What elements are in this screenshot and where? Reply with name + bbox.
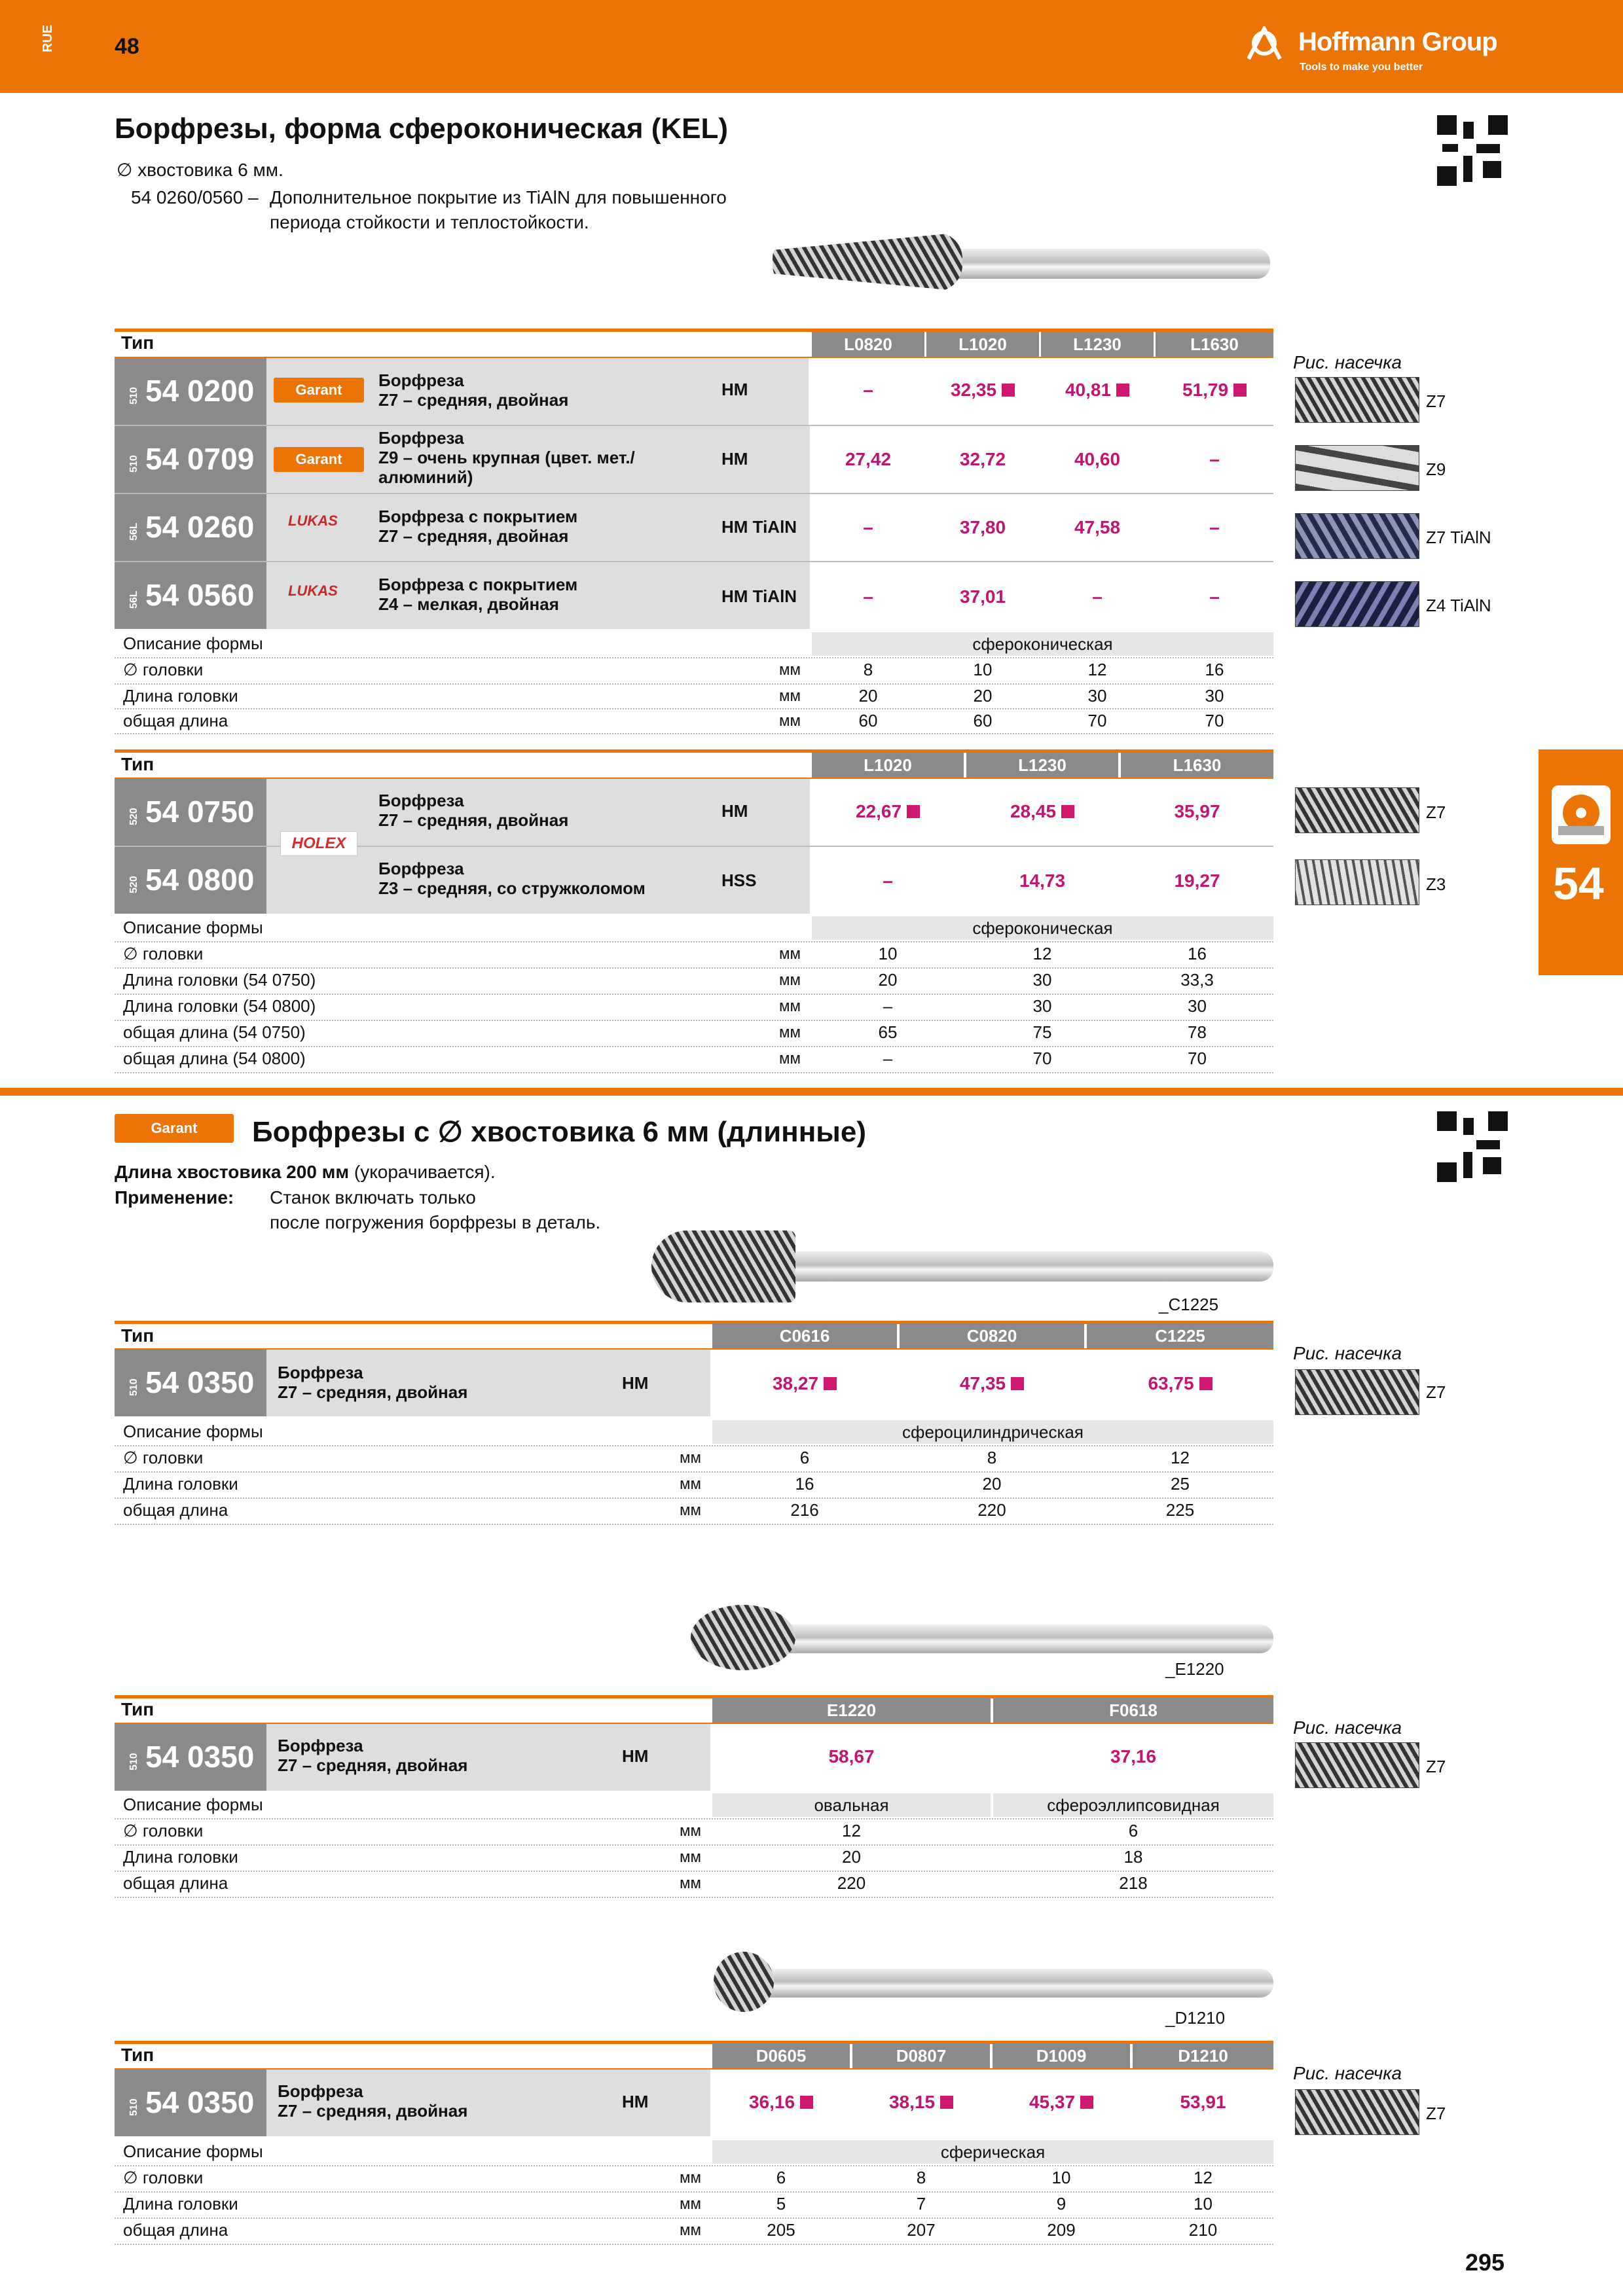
nasechka-image — [1295, 859, 1419, 905]
t1-price[interactable]: 32,35 — [926, 380, 1039, 401]
nasechka-image — [1295, 377, 1419, 423]
section1-note-code: 54 0260/0560 – — [131, 187, 259, 207]
nasechka-image — [1295, 445, 1419, 491]
section1-note-2: периода стойкости и теплостойкости. — [270, 212, 589, 232]
t1-row-1-num: 54 0709 — [145, 442, 255, 476]
nasechka-image — [1295, 2089, 1419, 2135]
bur-image-kel — [773, 232, 1270, 291]
nasechka-image — [1295, 787, 1419, 833]
t1-typ-label: Тип — [121, 332, 155, 353]
holex-brand-logo: HOLEX — [280, 831, 357, 856]
garant-brand-logo: Garant — [274, 447, 364, 472]
t1-size-0: L0820 — [812, 332, 924, 357]
section1-title: Борфрезы, форма сфероконическая (KEL) — [115, 113, 729, 145]
section2-title: Борфрезы с ∅ хвостовика 6 мм (длинные) — [252, 1116, 866, 1148]
qr-code-2[interactable] — [1437, 1111, 1508, 1182]
section1-shank: ∅ хвостовика 6 мм. — [117, 160, 283, 180]
hoffmann-logo-icon — [1247, 26, 1293, 60]
t1-ris-label: Рис. насечка — [1293, 352, 1402, 372]
brand-name: Hoffmann Group — [1298, 27, 1497, 56]
page-number-top: 48 — [115, 34, 139, 59]
nasechka-image — [1295, 513, 1419, 559]
nasechka-image — [1295, 1369, 1419, 1415]
lukas-brand-logo: LUKAS — [288, 512, 338, 529]
hoffmann-logo — [1247, 25, 1529, 77]
side-code: RUE — [41, 24, 55, 52]
t1-price[interactable]: 40,81 — [1041, 380, 1154, 401]
garant-brand-logo: Garant — [115, 1114, 234, 1143]
t1-size-1: L1020 — [926, 332, 1039, 357]
nasechka-image — [1295, 1742, 1419, 1788]
t1-price[interactable]: – — [863, 380, 873, 400]
brand-tagline: Tools to make you better — [1300, 62, 1423, 73]
page-number: 295 — [1465, 2249, 1505, 2276]
t1-row-2-num: 54 0260 — [145, 510, 255, 544]
garant-brand-logo: Garant — [274, 378, 364, 403]
qr-code-1[interactable] — [1437, 115, 1508, 186]
t1-size-3: L1630 — [1156, 332, 1273, 357]
lukas-brand-logo: LUKAS — [288, 583, 338, 599]
t1-price[interactable]: 51,79 — [1156, 380, 1273, 401]
t1-row-3-num: 54 0560 — [145, 578, 255, 612]
chapter-number: 54 — [1553, 858, 1604, 909]
chapter-icon — [1552, 785, 1611, 844]
nasechka-image — [1295, 581, 1419, 627]
t1-row-0-num: 54 0200 — [145, 374, 255, 408]
section1-note-1: Дополнительное покрытие из TiAlN для повышенного — [270, 187, 727, 207]
t1-size-2: L1230 — [1041, 332, 1154, 357]
bur-image-c — [651, 1230, 1273, 1302]
bur-image-d — [714, 1949, 1273, 2015]
